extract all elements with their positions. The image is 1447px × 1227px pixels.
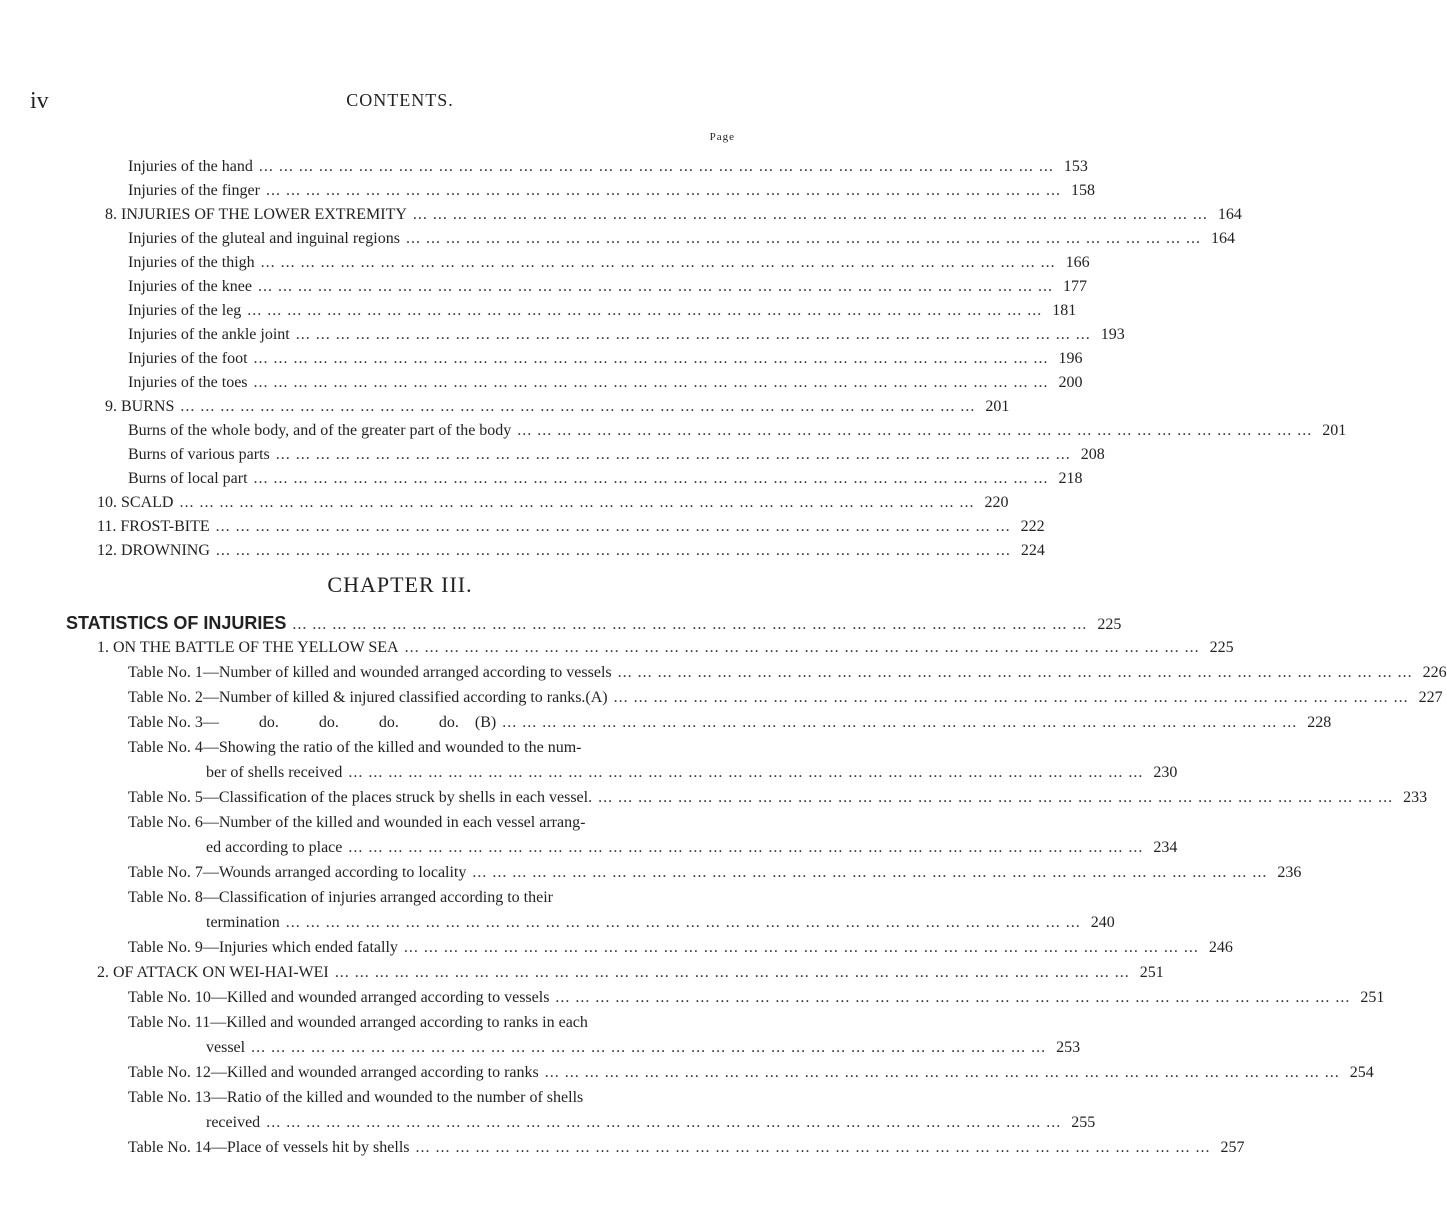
toc-entry: Table No. 2—Number of killed & injured classified according to ranks.(A) ... ... ... ... ... ... ... ... ... ... ... ... ... ... ... ... ... ... ... ... ... ... ... ... ... ... ... ... ... ... ... ... ... ... ... ... ... ... ... ... 227 bbox=[128, 689, 1443, 706]
toc-entry-continued: ber of shells received ... ... ... ... ... ... ... ... ... ... ... ... ... ... ... ... ... ... ... ... ... ... ... ... ... ... ... ... ... ... ... ... ... ... ... ... ... ... ... ... 230 bbox=[206, 764, 1178, 781]
toc-entry: Table No. 3— do. do. do. do. (B) ... ... ... ... ... ... ... ... ... ... ... ... ... ... ... ... ... ... ... ... ... ... ... ... ... ... ... ... ... ... ... ... ... ... ... ... ... ... ... ... 228 bbox=[128, 714, 1332, 731]
toc-entry: Table No. 4—Showing the ratio of the killed and wounded to the num- bbox=[128, 739, 582, 756]
toc-entry: Table No. 6—Number of the killed and wounded in each vessel arrang- bbox=[128, 814, 586, 831]
toc-entry: Table No. 14—Place of vessels hit by shells ... ... ... ... ... ... ... ... ... ... ... ... ... ... ... ... ... ... ... ... ... ... ... ... ... ... ... ... ... ... ... ... ... ... ... ... ... ... ... ... 257 bbox=[128, 1139, 1245, 1156]
toc-entry: 2. OF ATTACK ON WEI-HAI-WEI ... ... ... ... ... ... ... ... ... ... ... ... ... ... ... ... ... ... ... ... ... ... ... ... ... ... ... ... ... ... ... ... ... ... ... ... ... ... ... ... 251 bbox=[97, 964, 1164, 981]
toc-entry: Injuries of the leg ... ... ... ... ... ... ... ... ... ... ... ... ... ... ... ... ... ... ... ... ... ... ... ... ... ... ... ... ... ... ... ... ... ... ... ... ... ... ... ... 181 bbox=[128, 302, 1077, 319]
page-column-label: Page bbox=[709, 131, 735, 143]
page-number: iv bbox=[30, 88, 49, 114]
toc-entry-continued: vessel ... ... ... ... ... ... ... ... ... ... ... ... ... ... ... ... ... ... ... ... ... ... ... ... ... ... ... ... ... ... ... ... ... ... ... ... ... ... ... ... 253 bbox=[206, 1039, 1081, 1056]
toc-entry: Injuries of the foot ... ... ... ... ... ... ... ... ... ... ... ... ... ... ... ... ... ... ... ... ... ... ... ... ... ... ... ... ... ... ... ... ... ... ... ... ... ... ... ... 196 bbox=[128, 350, 1083, 367]
toc-entry: 1. ON THE BATTLE OF THE YELLOW SEA ... ... ... ... ... ... ... ... ... ... ... ... ... ... ... ... ... ... ... ... ... ... ... ... ... ... ... ... ... ... ... ... ... ... ... ... ... ... ... ... 225 bbox=[97, 639, 1234, 656]
toc-entry: 12. DROWNING ... ... ... ... ... ... ... ... ... ... ... ... ... ... ... ... ... ... ... ... ... ... ... ... ... ... ... ... ... ... ... ... ... ... ... ... ... ... ... ... 224 bbox=[97, 542, 1045, 559]
toc-entry: 11. FROST-BITE ... ... ... ... ... ... ... ... ... ... ... ... ... ... ... ... ... ... ... ... ... ... ... ... ... ... ... ... ... ... ... ... ... ... ... ... ... ... ... ... 222 bbox=[97, 518, 1045, 535]
toc-entry: Injuries of the ankle joint ... ... ... ... ... ... ... ... ... ... ... ... ... ... ... ... ... ... ... ... ... ... ... ... ... ... ... ... ... ... ... ... ... ... ... ... ... ... ... ... 193 bbox=[128, 326, 1125, 343]
toc-entry: Burns of the whole body, and of the greater part of the body ... ... ... ... ... ... ... ... ... ... ... ... ... ... ... ... ... ... ... ... ... ... ... ... ... ... ... ... ... ... ... ... ... ... ... ... ... ... ... ... 201 bbox=[128, 422, 1347, 439]
toc-entry: Table No. 13—Ratio of the killed and wounded to the number of shells bbox=[128, 1089, 584, 1106]
toc-entry-continued: ed according to place ... ... ... ... ... ... ... ... ... ... ... ... ... ... ... ... ... ... ... ... ... ... ... ... ... ... ... ... ... ... ... ... ... ... ... ... ... ... ... ... 234 bbox=[206, 839, 1178, 856]
toc-entry: Table No. 9—Injuries which ended fatally ... ... ... ... ... ... ... ... ... ... ... ... ... ... ... ... ... ... ... ... ... ... ... ... ... ... ... ... ... ... ... ... ... ... ... ... ... ... ... ... 246 bbox=[128, 939, 1233, 956]
toc-entry: Injuries of the toes ... ... ... ... ... ... ... ... ... ... ... ... ... ... ... ... ... ... ... ... ... ... ... ... ... ... ... ... ... ... ... ... ... ... ... ... ... ... ... ... 200 bbox=[128, 374, 1083, 391]
running-title: CONTENTS. bbox=[346, 90, 454, 110]
toc-entry: Table No. 12—Killed and wounded arranged according to ranks ... ... ... ... ... ... ... ... ... ... ... ... ... ... ... ... ... ... ... ... ... ... ... ... ... ... ... ... ... ... ... ... ... ... ... ... ... ... ... ... 254 bbox=[128, 1064, 1374, 1081]
toc-entry-continued: received ... ... ... ... ... ... ... ... ... ... ... ... ... ... ... ... ... ... ... ... ... ... ... ... ... ... ... ... ... ... ... ... ... ... ... ... ... ... ... ... 255 bbox=[206, 1114, 1096, 1131]
toc-entry-continued: termination ... ... ... ... ... ... ... ... ... ... ... ... ... ... ... ... ... ... ... ... ... ... ... ... ... ... ... ... ... ... ... ... ... ... ... ... ... ... ... ... 240 bbox=[206, 914, 1115, 931]
toc-entry: Burns of local part ... ... ... ... ... ... ... ... ... ... ... ... ... ... ... ... ... ... ... ... ... ... ... ... ... ... ... ... ... ... ... ... ... ... ... ... ... ... ... ... 218 bbox=[128, 470, 1083, 487]
toc-entry: Table No. 1—Number of killed and wounded arranged according to vessels ... ... ... ... ... ... ... ... ... ... ... ... ... ... ... ... ... ... ... ... ... ... ... ... ... ... ... ... ... ... ... ... ... ... ... ... ... ... ... ... 226 bbox=[128, 664, 1447, 681]
toc-entry: Table No. 11—Killed and wounded arranged according to ranks in each bbox=[128, 1014, 588, 1031]
toc-entry: STATISTICS OF INJURIES ... ... ... ... ... ... ... ... ... ... ... ... ... ... ... ... ... ... ... ... ... ... ... ... ... ... ... ... ... ... ... ... ... ... ... ... ... ... ... ... 225 bbox=[66, 613, 1122, 633]
toc-entry: Table No. 5—Classification of the places struck by shells in each vessel. ... ... ... ... ... ... ... ... ... ... ... ... ... ... ... ... ... ... ... ... ... ... ... ... ... ... ... ... ... ... ... ... ... ... ... ... ... ... ... ... 233 bbox=[128, 789, 1428, 806]
toc-entry: Injuries of the gluteal and inguinal regions ... ... ... ... ... ... ... ... ... ... ... ... ... ... ... ... ... ... ... ... ... ... ... ... ... ... ... ... ... ... ... ... ... ... ... ... ... ... ... ... 164 bbox=[128, 230, 1235, 247]
toc-entry: Table No. 8—Classification of injuries arranged according to their bbox=[128, 889, 553, 906]
toc-entry: Burns of various parts ... ... ... ... ... ... ... ... ... ... ... ... ... ... ... ... ... ... ... ... ... ... ... ... ... ... ... ... ... ... ... ... ... ... ... ... ... ... ... ... 208 bbox=[128, 446, 1105, 463]
toc-entry: Table No. 10—Killed and wounded arranged according to vessels ... ... ... ... ... ... ... ... ... ... ... ... ... ... ... ... ... ... ... ... ... ... ... ... ... ... ... ... ... ... ... ... ... ... ... ... ... ... ... ... 251 bbox=[128, 989, 1385, 1006]
toc-entry: Injuries of the thigh ... ... ... ... ... ... ... ... ... ... ... ... ... ... ... ... ... ... ... ... ... ... ... ... ... ... ... ... ... ... ... ... ... ... ... ... ... ... ... ... 166 bbox=[128, 254, 1090, 271]
toc-entry: Injuries of the knee ... ... ... ... ... ... ... ... ... ... ... ... ... ... ... ... ... ... ... ... ... ... ... ... ... ... ... ... ... ... ... ... ... ... ... ... ... ... ... ... 177 bbox=[128, 278, 1087, 295]
chapter-heading: CHAPTER III. bbox=[327, 572, 473, 597]
toc-entry: 9. BURNS ... ... ... ... ... ... ... ... ... ... ... ... ... ... ... ... ... ... ... ... ... ... ... ... ... ... ... ... ... ... ... ... ... ... ... ... ... ... ... ... 201 bbox=[105, 398, 1010, 415]
toc-entry: 10. SCALD ... ... ... ... ... ... ... ... ... ... ... ... ... ... ... ... ... ... ... ... ... ... ... ... ... ... ... ... ... ... ... ... ... ... ... ... ... ... ... ... 220 bbox=[97, 494, 1009, 511]
toc-entry: Table No. 7—Wounds arranged according to locality ... ... ... ... ... ... ... ... ... ... ... ... ... ... ... ... ... ... ... ... ... ... ... ... ... ... ... ... ... ... ... ... ... ... ... ... ... ... ... ... 236 bbox=[128, 864, 1302, 881]
toc-entry: Injuries of the hand ... ... ... ... ... ... ... ... ... ... ... ... ... ... ... ... ... ... ... ... ... ... ... ... ... ... ... ... ... ... ... ... ... ... ... ... ... ... ... ... 153 bbox=[128, 158, 1088, 175]
toc-entry: 8. INJURIES OF THE LOWER EXTREMITY ... ... ... ... ... ... ... ... ... ... ... ... ... ... ... ... ... ... ... ... ... ... ... ... ... ... ... ... ... ... ... ... ... ... ... ... ... ... ... ... 164 bbox=[105, 206, 1242, 223]
toc-entry: Injuries of the finger ... ... ... ... ... ... ... ... ... ... ... ... ... ... ... ... ... ... ... ... ... ... ... ... ... ... ... ... ... ... ... ... ... ... ... ... ... ... ... ... 158 bbox=[128, 182, 1095, 199]
